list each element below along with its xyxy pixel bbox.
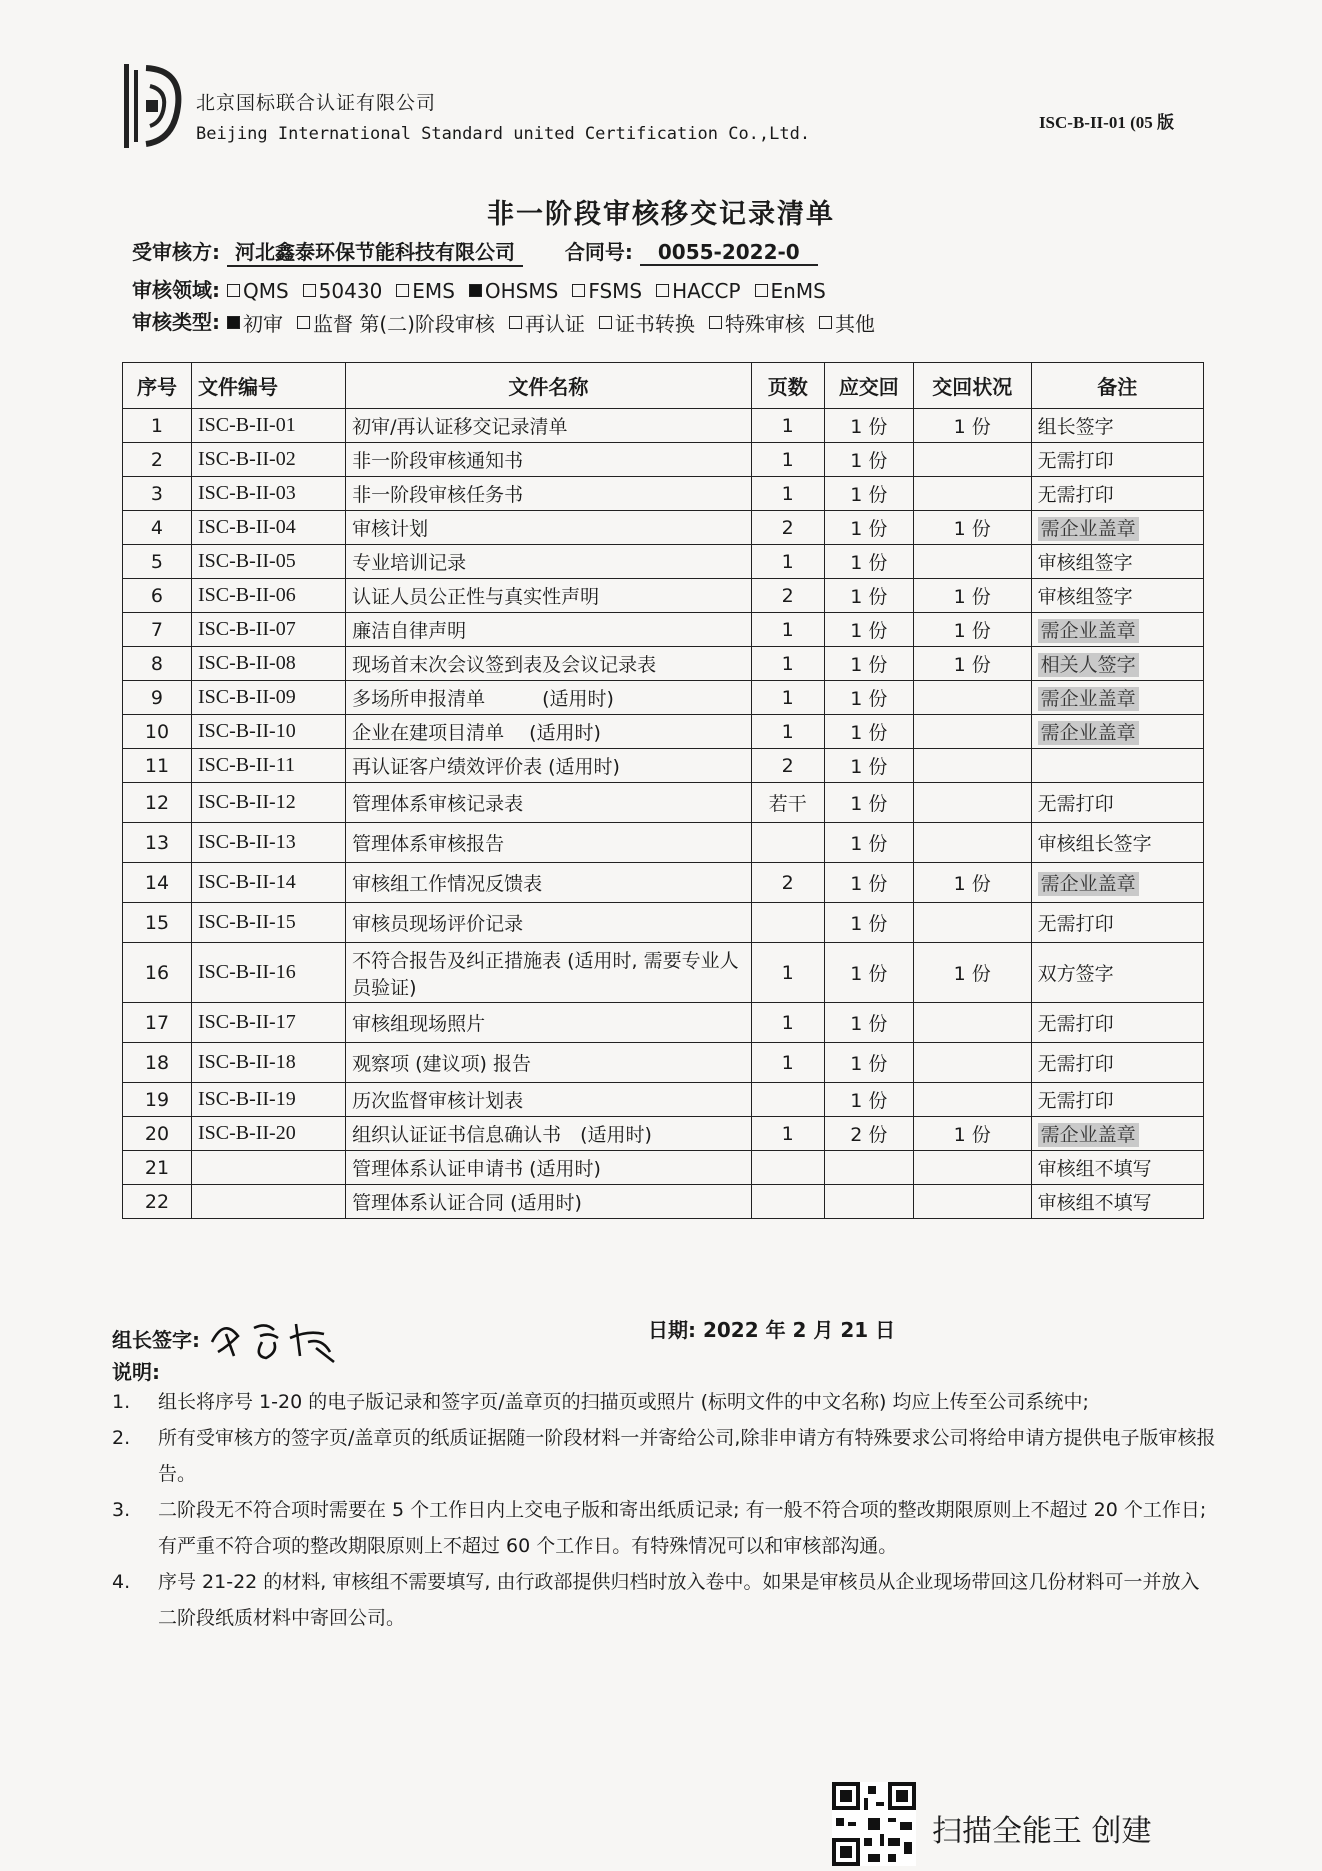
cell-remark bbox=[1031, 681, 1203, 715]
type-checkbox-2 bbox=[509, 308, 585, 337]
type-option-label: 初审 bbox=[242, 312, 283, 336]
auditee-value: 河北鑫泰环保节能科技有限公司 bbox=[227, 236, 523, 267]
highlighted-remark: 需企业盖章 bbox=[1038, 619, 1139, 643]
cell-name: 企业在建项目清单 (适用时) bbox=[346, 715, 752, 749]
cell-remark: 无需打印 bbox=[1031, 1003, 1203, 1043]
cell-pages: 1 bbox=[751, 545, 824, 579]
cell-pages: 1 bbox=[751, 443, 824, 477]
cell-submit bbox=[824, 1185, 913, 1219]
type-checkbox-4 bbox=[709, 308, 805, 337]
cell-name: 历次监督审核计划表 bbox=[346, 1083, 752, 1117]
checked-box-icon bbox=[227, 316, 240, 329]
field-label: 审核领域: bbox=[132, 278, 220, 302]
cell-no: 14 bbox=[123, 863, 192, 903]
cell-submit: 1 份 bbox=[824, 823, 913, 863]
cell-code: ISC-B-II-20 bbox=[191, 1117, 345, 1151]
header-submit: 应交回 bbox=[824, 363, 913, 409]
cell-name: 审核组工作情况反馈表 bbox=[346, 863, 752, 903]
unchecked-box-icon bbox=[572, 284, 585, 297]
table-row bbox=[123, 943, 1204, 1003]
note-item bbox=[112, 1564, 1216, 1636]
cell-status bbox=[913, 903, 1031, 943]
note-item bbox=[112, 1420, 1216, 1492]
cell-no: 22 bbox=[123, 1185, 192, 1219]
note-text: 所有受审核方的签字页/盖章页的纸质证据随一阶段材料一并寄给公司,除非申请方有特殊要求公司将给申请方提供电子版审核报告。 bbox=[158, 1427, 1216, 1485]
field-option-label: OHSMS bbox=[484, 278, 559, 303]
cell-pages: 2 bbox=[751, 749, 824, 783]
field-option-label: EnMS bbox=[770, 278, 826, 303]
type-checkbox-group bbox=[227, 310, 889, 334]
unchecked-box-icon bbox=[396, 284, 409, 297]
cell-status bbox=[913, 783, 1031, 823]
cell-no: 13 bbox=[123, 823, 192, 863]
cell-remark: 审核组不填写 bbox=[1031, 1185, 1203, 1219]
cell-submit: 1 份 bbox=[824, 783, 913, 823]
type-checkbox-0 bbox=[227, 308, 283, 337]
cell-no: 20 bbox=[123, 1117, 192, 1151]
contract-label: 合同号: bbox=[564, 240, 633, 264]
company-logo-icon bbox=[120, 60, 190, 152]
qr-code-icon bbox=[832, 1782, 916, 1866]
cell-code: ISC-B-II-17 bbox=[191, 1003, 345, 1043]
cell-remark: 无需打印 bbox=[1031, 1043, 1203, 1083]
cell-name: 廉洁自律声明 bbox=[346, 613, 752, 647]
cell-remark: 无需打印 bbox=[1031, 903, 1203, 943]
cell-pages: 1 bbox=[751, 1043, 824, 1083]
cell-remark bbox=[1031, 613, 1203, 647]
cell-status bbox=[913, 715, 1031, 749]
note-number: 2. bbox=[112, 1427, 131, 1449]
highlighted-remark: 需企业盖章 bbox=[1038, 721, 1139, 745]
scanner-watermark-text: 扫描全能王 创建 bbox=[932, 1814, 1152, 1849]
cell-submit: 1 份 bbox=[824, 681, 913, 715]
type-option-label: 特殊审核 bbox=[724, 312, 805, 336]
cell-submit: 1 份 bbox=[824, 943, 913, 1003]
field-option-label: 50430 bbox=[318, 278, 383, 303]
note-number: 4. bbox=[112, 1571, 131, 1593]
cell-name: 组织认证证书信息确认书 (适用时) bbox=[346, 1117, 752, 1151]
handwritten-signature bbox=[204, 1312, 354, 1364]
cell-status: 1 份 bbox=[913, 613, 1031, 647]
cell-pages: 1 bbox=[751, 943, 824, 1003]
table-row bbox=[123, 783, 1204, 823]
cell-name: 管理体系审核记录表 bbox=[346, 783, 752, 823]
company-name-en: Beijing International Standard united Certification Co.,Ltd. bbox=[196, 124, 811, 144]
cell-remark: 无需打印 bbox=[1031, 1083, 1203, 1117]
cell-pages: 2 bbox=[751, 579, 824, 613]
cell-pages bbox=[751, 903, 824, 943]
cell-pages: 1 bbox=[751, 477, 824, 511]
cell-remark: 无需打印 bbox=[1031, 783, 1203, 823]
note-number: 3. bbox=[112, 1499, 131, 1521]
cell-code: ISC-B-II-18 bbox=[191, 1043, 345, 1083]
audit-field-line bbox=[132, 274, 840, 303]
type-checkbox-3 bbox=[599, 308, 695, 337]
header-no: 序号 bbox=[123, 363, 192, 409]
cell-pages bbox=[751, 823, 824, 863]
type-label: 审核类型: bbox=[132, 310, 220, 334]
table-row bbox=[123, 579, 1204, 613]
note-text: 组长将序号 1-20 的电子版记录和签字页/盖章页的扫描页或照片 (标明文件的中文名称) 均应上传至公司系统中; bbox=[158, 1391, 1089, 1413]
cell-code: ISC-B-II-04 bbox=[191, 511, 345, 545]
notes-title: 说明: bbox=[112, 1360, 160, 1384]
field-checkbox-6 bbox=[755, 279, 826, 303]
cell-pages: 1 bbox=[751, 647, 824, 681]
page-title: 非一阶段审核移交记录清单 bbox=[487, 199, 835, 230]
table-row bbox=[123, 511, 1204, 545]
cell-status bbox=[913, 1003, 1031, 1043]
cell-remark bbox=[1031, 863, 1203, 903]
field-checkbox-5 bbox=[656, 279, 740, 303]
cell-name: 多场所申报清单 (适用时) bbox=[346, 681, 752, 715]
header-pages: 页数 bbox=[751, 363, 824, 409]
cell-name: 审核组现场照片 bbox=[346, 1003, 752, 1043]
cell-submit: 1 份 bbox=[824, 647, 913, 681]
note-number: 1. bbox=[112, 1391, 131, 1413]
contract-value: 0055-2022-0 bbox=[640, 240, 818, 266]
document-code: ISC-B-II-01 (05 版 bbox=[1038, 113, 1174, 132]
cell-submit bbox=[824, 1151, 913, 1185]
cell-no: 15 bbox=[123, 903, 192, 943]
cell-code: ISC-B-II-10 bbox=[191, 715, 345, 749]
cell-no: 8 bbox=[123, 647, 192, 681]
unchecked-box-icon bbox=[755, 284, 768, 297]
field-checkbox-1 bbox=[303, 279, 383, 303]
cell-status: 1 份 bbox=[913, 409, 1031, 443]
cell-submit: 1 份 bbox=[824, 613, 913, 647]
cell-pages: 若干 bbox=[751, 783, 824, 823]
field-checkbox-2 bbox=[396, 279, 455, 303]
cell-remark: 审核组长签字 bbox=[1031, 823, 1203, 863]
table-row bbox=[123, 1185, 1204, 1219]
cell-status: 1 份 bbox=[913, 863, 1031, 903]
cell-code bbox=[191, 1185, 345, 1219]
field-option-label: EMS bbox=[412, 278, 455, 303]
cell-status bbox=[913, 1043, 1031, 1083]
cell-name: 管理体系审核报告 bbox=[346, 823, 752, 863]
transfer-record-table bbox=[122, 362, 1204, 1219]
cell-name: 非一阶段审核任务书 bbox=[346, 477, 752, 511]
table-row bbox=[123, 443, 1204, 477]
table-row bbox=[123, 1151, 1204, 1185]
cell-remark: 审核组不填写 bbox=[1031, 1151, 1203, 1185]
table-row bbox=[123, 613, 1204, 647]
cell-remark: 组长签字 bbox=[1031, 409, 1203, 443]
cell-name: 审核计划 bbox=[346, 511, 752, 545]
cell-no: 4 bbox=[123, 511, 192, 545]
cell-code: ISC-B-II-15 bbox=[191, 903, 345, 943]
cell-remark: 无需打印 bbox=[1031, 443, 1203, 477]
cell-no: 12 bbox=[123, 783, 192, 823]
cell-status: 1 份 bbox=[913, 647, 1031, 681]
cell-submit: 1 份 bbox=[824, 1083, 913, 1117]
cell-name: 管理体系认证合同 (适用时) bbox=[346, 1185, 752, 1219]
unchecked-box-icon bbox=[656, 284, 669, 297]
cell-no: 9 bbox=[123, 681, 192, 715]
table-row bbox=[123, 477, 1204, 511]
cell-pages bbox=[751, 1185, 824, 1219]
field-checkbox-4 bbox=[572, 279, 642, 303]
cell-status bbox=[913, 823, 1031, 863]
highlighted-remark: 需企业盖章 bbox=[1038, 687, 1139, 711]
cell-code: ISC-B-II-19 bbox=[191, 1083, 345, 1117]
cell-remark bbox=[1031, 511, 1203, 545]
cell-status: 1 份 bbox=[913, 579, 1031, 613]
table-row bbox=[123, 409, 1204, 443]
cell-name: 观察项 (建议项) 报告 bbox=[346, 1043, 752, 1083]
cell-remark: 审核组签字 bbox=[1031, 545, 1203, 579]
cell-name: 现场首末次会议签到表及会议记录表 bbox=[346, 647, 752, 681]
cell-no: 7 bbox=[123, 613, 192, 647]
highlighted-remark: 相关人签字 bbox=[1038, 653, 1139, 677]
cell-status bbox=[913, 443, 1031, 477]
unchecked-box-icon bbox=[227, 284, 240, 297]
cell-code: ISC-B-II-06 bbox=[191, 579, 345, 613]
field-checkbox-group bbox=[227, 278, 840, 302]
table-row bbox=[123, 1117, 1204, 1151]
cell-code: ISC-B-II-12 bbox=[191, 783, 345, 823]
unchecked-box-icon bbox=[509, 316, 522, 329]
type-option-label: 证书转换 bbox=[614, 312, 695, 336]
cell-pages: 1 bbox=[751, 409, 824, 443]
type-checkbox-5 bbox=[819, 308, 875, 337]
cell-status: 1 份 bbox=[913, 1117, 1031, 1151]
cell-pages: 1 bbox=[751, 681, 824, 715]
cell-name: 非一阶段审核通知书 bbox=[346, 443, 752, 477]
cell-remark bbox=[1031, 647, 1203, 681]
header-name: 文件名称 bbox=[346, 363, 752, 409]
cell-name: 不符合报告及纠正措施表 (适用时, 需要专业人员验证) bbox=[346, 943, 752, 1003]
cell-name: 审核员现场评价记录 bbox=[346, 903, 752, 943]
highlighted-remark: 需企业盖章 bbox=[1038, 872, 1139, 896]
cell-name: 管理体系认证申请书 (适用时) bbox=[346, 1151, 752, 1185]
cell-no: 16 bbox=[123, 943, 192, 1003]
highlighted-remark: 需企业盖章 bbox=[1038, 1123, 1139, 1147]
cell-submit: 1 份 bbox=[824, 545, 913, 579]
cell-submit: 1 份 bbox=[824, 863, 913, 903]
type-option-label: 再认证 bbox=[524, 312, 585, 336]
cell-no: 1 bbox=[123, 409, 192, 443]
cell-status bbox=[913, 545, 1031, 579]
leader-sign-label: 组长签字: bbox=[112, 1327, 200, 1352]
cell-no: 11 bbox=[123, 749, 192, 783]
cell-status: 1 份 bbox=[913, 511, 1031, 545]
cell-pages: 2 bbox=[751, 511, 824, 545]
table-row bbox=[123, 681, 1204, 715]
cell-status bbox=[913, 1083, 1031, 1117]
cell-submit: 1 份 bbox=[824, 477, 913, 511]
cell-status bbox=[913, 681, 1031, 715]
cell-code: ISC-B-II-05 bbox=[191, 545, 345, 579]
header-code: 文件编号 bbox=[191, 363, 345, 409]
cell-code: ISC-B-II-02 bbox=[191, 443, 345, 477]
unchecked-box-icon bbox=[819, 316, 832, 329]
cell-code: ISC-B-II-07 bbox=[191, 613, 345, 647]
table-row bbox=[123, 823, 1204, 863]
cell-pages bbox=[751, 1151, 824, 1185]
cell-status bbox=[913, 477, 1031, 511]
unchecked-box-icon bbox=[709, 316, 722, 329]
cell-code: ISC-B-II-01 bbox=[191, 409, 345, 443]
cell-no: 10 bbox=[123, 715, 192, 749]
cell-pages: 1 bbox=[751, 1003, 824, 1043]
cell-submit: 1 份 bbox=[824, 443, 913, 477]
cell-name: 初审/再认证移交记录清单 bbox=[346, 409, 752, 443]
auditee-line bbox=[132, 236, 818, 267]
cell-code bbox=[191, 1151, 345, 1185]
cell-code: ISC-B-II-03 bbox=[191, 477, 345, 511]
audit-type-line bbox=[132, 306, 889, 337]
cell-submit: 1 份 bbox=[824, 749, 913, 783]
company-name-cn: 北京国标联合认证有限公司 bbox=[196, 92, 437, 114]
cell-remark: 审核组签字 bbox=[1031, 579, 1203, 613]
field-checkbox-3 bbox=[469, 279, 558, 303]
cell-submit: 1 份 bbox=[824, 1043, 913, 1083]
cell-no: 6 bbox=[123, 579, 192, 613]
cell-no: 21 bbox=[123, 1151, 192, 1185]
type-option-label: 监督 第(二)阶段审核 bbox=[312, 312, 495, 336]
table-row bbox=[123, 1003, 1204, 1043]
notes-list bbox=[112, 1384, 1216, 1636]
cell-remark bbox=[1031, 1117, 1203, 1151]
cell-no: 5 bbox=[123, 545, 192, 579]
table-row bbox=[123, 749, 1204, 783]
note-item bbox=[112, 1384, 1216, 1420]
sign-date: 日期: 2022 年 2 月 21 日 bbox=[648, 1318, 896, 1342]
table-row bbox=[123, 1083, 1204, 1117]
table-row bbox=[123, 647, 1204, 681]
field-checkbox-0 bbox=[227, 279, 289, 303]
cell-status bbox=[913, 1151, 1031, 1185]
cell-pages: 2 bbox=[751, 863, 824, 903]
note-item bbox=[112, 1492, 1216, 1564]
type-option-label: 其他 bbox=[834, 312, 875, 336]
cell-remark bbox=[1031, 715, 1203, 749]
field-option-label: QMS bbox=[242, 278, 289, 303]
table-row bbox=[123, 1043, 1204, 1083]
cell-submit: 1 份 bbox=[824, 511, 913, 545]
cell-name: 再认证客户绩效评价表 (适用时) bbox=[346, 749, 752, 783]
cell-no: 19 bbox=[123, 1083, 192, 1117]
unchecked-box-icon bbox=[599, 316, 612, 329]
cell-code: ISC-B-II-11 bbox=[191, 749, 345, 783]
cell-submit: 1 份 bbox=[824, 903, 913, 943]
cell-code: ISC-B-II-14 bbox=[191, 863, 345, 903]
type-checkbox-1 bbox=[297, 308, 495, 337]
cell-pages bbox=[751, 1083, 824, 1117]
field-option-label: FSMS bbox=[588, 278, 643, 303]
cell-name: 认证人员公正性与真实性声明 bbox=[346, 579, 752, 613]
header-status: 交回状况 bbox=[913, 363, 1031, 409]
table-row bbox=[123, 863, 1204, 903]
cell-pages: 1 bbox=[751, 1117, 824, 1151]
cell-submit: 1 份 bbox=[824, 1003, 913, 1043]
cell-name: 专业培训记录 bbox=[346, 545, 752, 579]
cell-remark: 无需打印 bbox=[1031, 477, 1203, 511]
header-remark: 备注 bbox=[1031, 363, 1203, 409]
checked-box-icon bbox=[469, 284, 482, 297]
note-text: 序号 21-22 的材料, 审核组不需要填写, 由行政部提供归档时放入卷中。如果是审核员从企业现场带回这几份材料可一并放入二阶段纸质材料中寄回公司。 bbox=[158, 1571, 1200, 1629]
cell-submit: 1 份 bbox=[824, 409, 913, 443]
table-row bbox=[123, 903, 1204, 943]
unchecked-box-icon bbox=[303, 284, 316, 297]
table-row bbox=[123, 545, 1204, 579]
cell-status bbox=[913, 1185, 1031, 1219]
cell-remark: 双方签字 bbox=[1031, 943, 1203, 1003]
cell-no: 3 bbox=[123, 477, 192, 511]
cell-status: 1 份 bbox=[913, 943, 1031, 1003]
cell-code: ISC-B-II-08 bbox=[191, 647, 345, 681]
field-option-label: HACCP bbox=[672, 278, 741, 303]
cell-remark bbox=[1031, 749, 1203, 783]
cell-status bbox=[913, 749, 1031, 783]
cell-pages: 1 bbox=[751, 613, 824, 647]
highlighted-remark: 需企业盖章 bbox=[1038, 517, 1139, 541]
cell-code: ISC-B-II-16 bbox=[191, 943, 345, 1003]
table-row bbox=[123, 715, 1204, 749]
cell-pages: 1 bbox=[751, 715, 824, 749]
table-header-row bbox=[123, 363, 1204, 409]
cell-code: ISC-B-II-13 bbox=[191, 823, 345, 863]
cell-submit: 1 份 bbox=[824, 579, 913, 613]
cell-code: ISC-B-II-09 bbox=[191, 681, 345, 715]
cell-no: 17 bbox=[123, 1003, 192, 1043]
note-text: 二阶段无不符合项时需要在 5 个工作日内上交电子版和寄出纸质记录; 有一般不符合项的整改期限原则上不超过 20 个工作日; 有严重不符合项的整改期限原则上不超过 60 个工作日。有特殊情况可以和审核部沟通。 bbox=[158, 1499, 1207, 1557]
cell-submit: 1 份 bbox=[824, 715, 913, 749]
auditee-label: 受审核方: bbox=[132, 240, 220, 264]
cell-submit: 2 份 bbox=[824, 1117, 913, 1151]
unchecked-box-icon bbox=[297, 316, 310, 329]
cell-no: 18 bbox=[123, 1043, 192, 1083]
cell-no: 2 bbox=[123, 443, 192, 477]
